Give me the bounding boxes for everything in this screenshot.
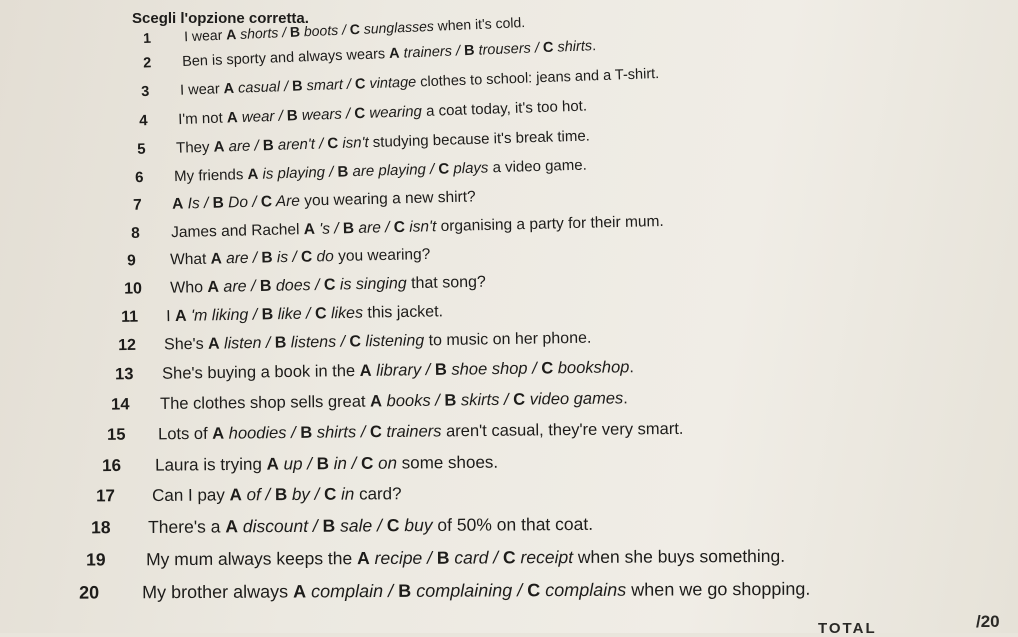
option-choices: books /	[381, 391, 445, 411]
option-choices: library /	[371, 360, 436, 380]
question-number: 7	[132, 196, 142, 214]
option-choices: by /	[287, 484, 325, 504]
option-choices: is playing /	[258, 163, 338, 183]
option-choices: sale /	[335, 515, 387, 536]
question-text	[174, 157, 587, 186]
option-choices: complaining /	[411, 580, 528, 601]
question-number: 10	[123, 280, 143, 298]
sentence-fragment: My friends	[173, 166, 248, 186]
option-letter: B	[434, 360, 447, 379]
option-letter: B	[291, 78, 303, 95]
sentence-fragment: studying because it's break time.	[368, 127, 591, 152]
sentence-fragment: She's	[163, 335, 209, 354]
sentence-fragment: James and Rachel	[170, 221, 304, 242]
option-letter: C	[527, 580, 541, 601]
option-choices: trousers /	[474, 40, 544, 59]
option-letter: B	[337, 163, 349, 181]
option-letter: C	[323, 484, 337, 504]
option-choices: listens /	[286, 333, 350, 352]
option-choices: Are	[271, 192, 301, 211]
sentence-fragment: My mum always keeps the	[145, 548, 358, 570]
option-letter: C	[541, 359, 554, 378]
option-letter: B	[436, 547, 450, 568]
option-letter: A	[223, 80, 235, 98]
option-letter: A	[370, 392, 383, 411]
question-number: 11	[120, 308, 139, 326]
question-text	[164, 330, 592, 355]
sentence-fragment: Lots of	[157, 424, 213, 444]
question-text	[182, 38, 597, 70]
option-letter: A	[359, 361, 372, 380]
option-choices: discount /	[237, 515, 323, 537]
sentence-fragment: Laura is trying	[154, 454, 267, 475]
option-choices: complain /	[306, 580, 399, 602]
sentence-fragment: you wearing?	[333, 245, 431, 266]
question-number: 17	[95, 486, 116, 506]
option-choices: vintage	[365, 74, 417, 93]
option-choices: isn't	[404, 218, 437, 236]
option-letter: B	[342, 219, 355, 238]
option-choices: do	[312, 248, 335, 266]
sentence-fragment: organising a party for their mum.	[436, 212, 664, 236]
option-letter: B	[300, 423, 313, 442]
option-choices: buy	[399, 514, 433, 536]
option-letter: B	[444, 391, 457, 410]
option-choices: wears /	[297, 105, 355, 125]
option-letter: C	[369, 423, 382, 442]
option-letter: C	[260, 193, 273, 211]
question-number: 8	[130, 224, 140, 243]
sentence-fragment: of 50% on that coat.	[432, 513, 594, 535]
option-letter: C	[323, 276, 336, 294]
option-choices: Is /	[183, 194, 213, 213]
question-text	[155, 453, 498, 476]
option-choices: on	[373, 453, 398, 473]
option-choices: is /	[272, 248, 302, 267]
question-number: 4	[138, 112, 148, 130]
question-text	[152, 484, 402, 506]
option-letter: C	[438, 160, 450, 178]
sentence-fragment: I wear	[183, 26, 227, 45]
question-number: 20	[78, 582, 100, 603]
option-letter: B	[274, 484, 288, 505]
option-letter: C	[354, 76, 366, 93]
option-choices: receipt	[515, 546, 574, 568]
option-letter: A	[226, 109, 238, 127]
sentence-fragment: .	[591, 38, 597, 55]
option-choices: are /	[353, 219, 394, 237]
option-choices: is singing	[335, 275, 407, 294]
sentence-fragment: I'm not	[177, 109, 228, 129]
option-letter: C	[502, 547, 516, 568]
question-text	[166, 303, 443, 326]
option-letter: A	[212, 424, 225, 443]
option-letter: A	[171, 195, 184, 213]
sentence-fragment: when she buys something.	[572, 545, 786, 567]
sentence-fragment: that song?	[406, 273, 486, 293]
option-choices: does /	[271, 276, 325, 295]
option-letter: A	[303, 220, 316, 239]
question-number: 6	[134, 168, 144, 187]
option-letter: C	[393, 218, 406, 237]
question-number: 12	[117, 336, 137, 355]
option-choices: wear /	[237, 107, 288, 127]
option-letter: A	[210, 250, 222, 268]
question-number: 13	[114, 365, 134, 384]
option-choices: shorts /	[235, 23, 291, 43]
sentence-fragment: What	[169, 250, 211, 269]
option-choices: are /	[224, 137, 264, 156]
option-letter: A	[293, 581, 307, 602]
option-letter: C	[354, 104, 366, 123]
option-choices: hoodies /	[224, 423, 301, 443]
option-choices: card /	[449, 547, 504, 568]
option-choices: aren't /	[273, 135, 328, 154]
option-letter: A	[247, 165, 259, 184]
sentence-fragment: when we go shopping.	[626, 578, 811, 600]
sentence-fragment: My brother always	[141, 581, 294, 603]
option-letter: C	[386, 515, 400, 536]
question-number: 9	[126, 252, 136, 270]
option-choices: likes	[326, 304, 364, 323]
option-choices: like /	[273, 305, 316, 324]
option-choices: Do /	[223, 193, 262, 212]
sentence-fragment: Who	[169, 279, 208, 297]
sentence-fragment: She's buying a book in the	[161, 361, 360, 383]
question-text	[172, 188, 476, 213]
option-letter: B	[261, 306, 274, 324]
option-choices: shoe shop /	[446, 359, 542, 379]
score-label: /20	[976, 612, 1000, 631]
question-text	[180, 66, 660, 99]
question-text	[142, 579, 810, 603]
option-choices: shirts /	[312, 423, 371, 442]
question-text	[146, 546, 785, 570]
sentence-fragment: this jacket.	[362, 303, 444, 322]
option-letter: A	[225, 516, 239, 537]
option-letter: A	[225, 26, 237, 43]
option-letter: B	[289, 23, 301, 40]
sentence-fragment: some shoes.	[396, 452, 499, 473]
question-number: 15	[106, 425, 126, 444]
option-choices: are playing /	[348, 160, 439, 181]
option-letter: B	[463, 42, 475, 60]
sentence-fragment: I wear	[179, 81, 224, 99]
question-text	[158, 420, 684, 445]
option-choices: boots /	[299, 21, 351, 40]
option-choices: shirts	[553, 38, 593, 56]
sentence-fragment: when it's cold.	[433, 14, 526, 34]
option-choices: sunglasses	[359, 17, 435, 37]
option-letter: C	[314, 305, 327, 323]
question-text	[171, 213, 664, 242]
option-choices: complains	[540, 579, 627, 601]
question-text	[176, 128, 590, 157]
option-letter: B	[262, 136, 274, 155]
option-choices: smart /	[302, 76, 356, 95]
question-text	[162, 358, 634, 384]
option-letter: C	[513, 390, 526, 409]
option-choices: listening	[360, 332, 425, 351]
sentence-fragment: They	[175, 138, 214, 157]
option-letter: C	[360, 453, 374, 473]
sentence-fragment: Can I pay	[151, 485, 230, 505]
option-letter: C	[327, 134, 339, 153]
option-letter: A	[266, 454, 279, 474]
question-text	[160, 389, 628, 414]
option-letter: A	[207, 278, 220, 297]
option-letter: B	[274, 334, 287, 352]
option-choices: are /	[218, 278, 261, 296]
option-letter: B	[259, 277, 272, 296]
option-letter: B	[212, 194, 225, 212]
option-choices: plays	[448, 159, 489, 178]
option-letter: A	[229, 485, 242, 505]
option-choices: casual /	[233, 78, 293, 97]
question-number: 16	[101, 455, 122, 476]
option-letter: B	[316, 454, 330, 474]
option-choices: are /	[221, 249, 262, 268]
option-choices: up /	[278, 454, 317, 474]
option-letter: C	[300, 248, 313, 266]
sentence-fragment: I	[165, 307, 176, 326]
question-text	[178, 98, 587, 129]
sentence-fragment: aren't casual, they're very smart.	[441, 419, 684, 441]
option-choices: recipe /	[369, 547, 437, 569]
sentence-fragment: .	[623, 389, 628, 408]
sentence-fragment: to music on her phone.	[424, 329, 592, 350]
option-letter: A	[388, 45, 400, 63]
option-choices: of /	[241, 485, 275, 505]
sentence-fragment: clothes to school: jeans and a T-shirt.	[415, 65, 660, 91]
sentence-fragment: Ben is sporty and always wears	[181, 46, 390, 71]
question-number: 19	[85, 549, 106, 570]
option-choices: trainers /	[399, 43, 465, 62]
sentence-fragment: The clothes shop sells great	[159, 392, 371, 414]
option-letter: A	[357, 548, 370, 569]
sentence-fragment: There's a	[147, 516, 226, 537]
option-letter: A	[207, 335, 220, 353]
question-number: 5	[136, 140, 146, 158]
option-letter: B	[286, 107, 298, 125]
option-choices: bookshop	[553, 358, 630, 378]
option-letter: B	[398, 580, 412, 601]
option-letter: B	[322, 515, 336, 536]
option-choices: in /	[328, 453, 362, 474]
question-text	[170, 246, 431, 269]
option-choices: video games	[524, 389, 624, 409]
sentence-fragment: you wearing a new shirt?	[299, 188, 476, 210]
sentence-fragment: .	[629, 358, 635, 377]
exercise-title: Scegli l'opzione corretta.	[132, 10, 309, 27]
question-text	[170, 274, 486, 298]
option-letter: A	[174, 307, 187, 325]
option-choices: wearing	[364, 103, 423, 122]
sentence-fragment: a coat today, it's too hot.	[421, 97, 588, 121]
option-letter: B	[261, 249, 273, 267]
question-number: 2	[142, 55, 152, 72]
option-choices: 's /	[314, 220, 344, 238]
option-choices: listen /	[219, 334, 275, 353]
option-choices: isn't	[337, 134, 369, 152]
option-letter: C	[349, 333, 362, 351]
option-letter: C	[542, 39, 554, 57]
sentence-fragment: a video game.	[488, 156, 588, 177]
option-choices: skirts /	[456, 390, 514, 410]
option-letter: A	[213, 138, 225, 156]
option-choices: trainers	[381, 422, 442, 442]
option-choices: in	[336, 484, 355, 504]
option-letter: C	[349, 20, 361, 38]
question-number: 14	[110, 395, 130, 414]
question-number: 1	[142, 29, 152, 46]
question-text	[148, 514, 593, 538]
total-label: TOTAL	[818, 620, 877, 637]
question-number: 18	[90, 517, 111, 538]
option-choices: 'm liking /	[186, 306, 262, 325]
sentence-fragment: card?	[354, 484, 402, 504]
question-number: 3	[140, 83, 150, 101]
